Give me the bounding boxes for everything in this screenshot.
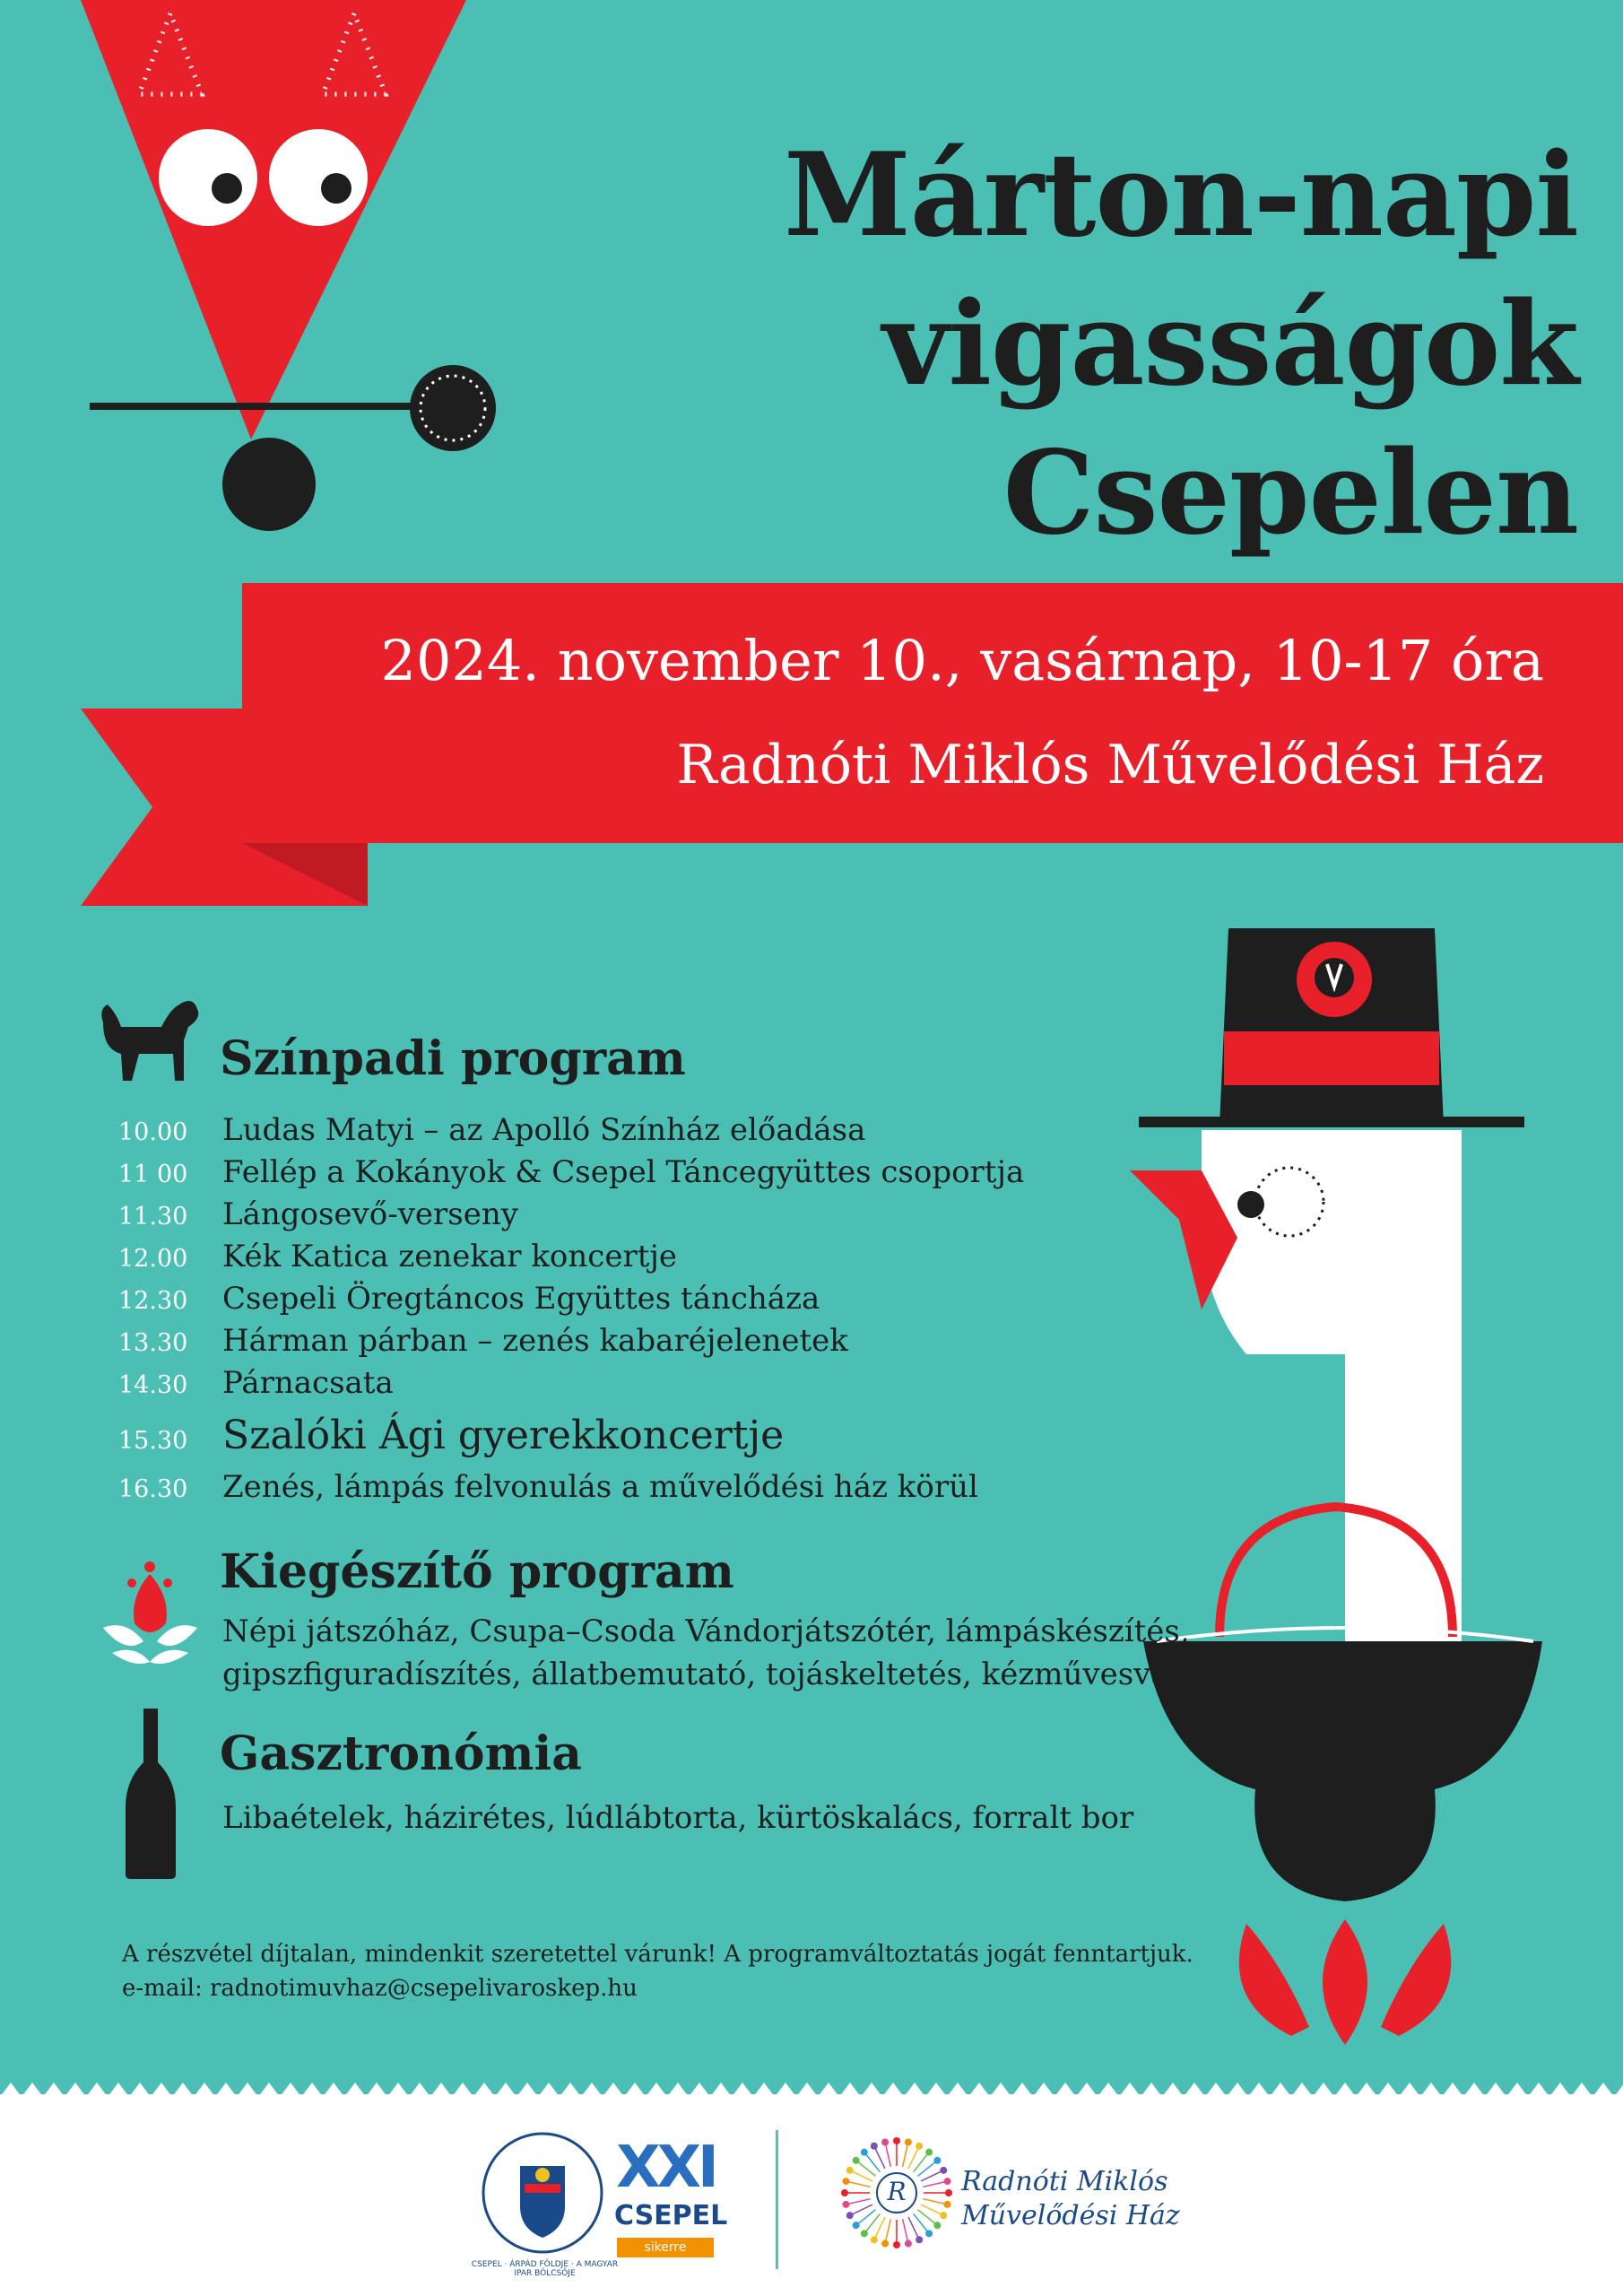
footer-logo-bar xyxy=(0,2094,1623,2296)
logo-dot xyxy=(841,2189,848,2196)
logo-dot xyxy=(944,2178,951,2185)
title-line-3: Csepelen xyxy=(1002,426,1578,561)
extra-program-text-1: Népi játszóház, Csupa–Csoda Vándorjátszótér, lámpáskészítés, xyxy=(222,1613,1190,1649)
logo-ray xyxy=(850,2205,872,2215)
logo-dot xyxy=(905,2240,912,2248)
wine-bottle-icon xyxy=(124,1709,178,1879)
logo-dot xyxy=(933,2157,941,2164)
xxi-logo-mark: XXI xyxy=(616,2135,716,2201)
logo-ray xyxy=(846,2199,870,2205)
fox-illustration xyxy=(0,0,502,538)
row-desc: Szalóki Ági gyerekkoncertje xyxy=(222,1413,785,1458)
logo-dot xyxy=(871,2143,878,2150)
extra-program-text-2: gipszfiguradíszítés, állatbemutató, tojáskeltetés, kézművesvásár xyxy=(222,1657,1218,1692)
logo-dot xyxy=(925,2230,933,2237)
logo-ray xyxy=(921,2205,943,2215)
logo-ray xyxy=(908,2146,919,2169)
stage-row-6 xyxy=(118,1323,848,1365)
poster-title xyxy=(538,121,1578,568)
stage-row-4 xyxy=(118,1239,677,1281)
radnoti-logo-line-1: Radnóti Miklós xyxy=(961,2166,1168,2197)
row-desc: Ludas Matyi – az Apolló Színház előadása xyxy=(222,1112,866,1148)
logo-ray xyxy=(874,2217,885,2239)
logo-ray xyxy=(885,2219,890,2243)
logo-divider xyxy=(776,2130,778,2269)
logo-dot xyxy=(933,2222,941,2229)
footnote-email: e-mail: radnotimuvhaz@csepelivaroskep.hu xyxy=(122,1975,638,2002)
stage-program-heading: Színpadi program xyxy=(220,1031,686,1086)
row-desc: Zenés, lámpás felvonulás a művelődési ház körül xyxy=(222,1469,978,1505)
stage-row-3 xyxy=(118,1196,518,1239)
csepel-seal-text: CSEPEL · ÁRPÁD FÖLDJE · A MAGYAR IPAR BÖLCSŐJE xyxy=(471,2260,619,2278)
row-time: 11.30 xyxy=(118,1203,188,1231)
logo-ray xyxy=(874,2146,885,2169)
stage-row-9 xyxy=(118,1469,978,1511)
extra-program-heading: Kiegészítő program xyxy=(220,1544,734,1599)
row-desc: Kék Katica zenekar koncertje xyxy=(222,1239,678,1274)
logo-ray xyxy=(908,2217,919,2239)
logo-dot xyxy=(945,2189,952,2196)
goose-illustration xyxy=(1130,924,1560,2081)
logo-ray xyxy=(923,2181,947,2187)
logo-dot xyxy=(861,2230,868,2237)
stage-row-5 xyxy=(118,1281,820,1323)
row-time: 12.30 xyxy=(118,1287,188,1315)
stage-row-8 xyxy=(118,1413,785,1458)
radnoti-logo-line-2: Művelődési Ház xyxy=(961,2200,1180,2231)
logo-dot xyxy=(944,2201,951,2208)
tulip-icon xyxy=(94,1556,206,1668)
logo-ray xyxy=(850,2170,872,2181)
stage-row-7 xyxy=(118,1365,394,1407)
title-line-1: Márton-napi xyxy=(784,128,1578,263)
logo-dot xyxy=(846,2212,854,2219)
logo-dot xyxy=(925,2149,933,2156)
row-desc: Hárman párban – zenés kabaréjelenetek xyxy=(222,1323,848,1359)
logo-dot xyxy=(940,2167,947,2174)
row-time: 12.00 xyxy=(118,1245,188,1273)
logo-dot xyxy=(871,2236,878,2243)
stage-row-1 xyxy=(118,1112,865,1154)
event-venue: Radnóti Miklós Művelődési Ház xyxy=(676,734,1544,796)
footnote-participation: A részvétel díjtalan, mindenkit szeretettel várunk! A programváltoztatás jogát fenntartjuk. xyxy=(122,1941,1193,1968)
stage-row-2 xyxy=(118,1154,1024,1196)
row-time: 11 00 xyxy=(118,1161,188,1188)
logo-dot xyxy=(853,2222,860,2229)
title-line-2: vigasságok xyxy=(881,277,1578,412)
logo-dot xyxy=(842,2201,849,2208)
logo-dot xyxy=(881,2138,889,2145)
logo-dot xyxy=(861,2149,868,2156)
logo-dot xyxy=(916,2236,923,2243)
xxi-logo-tagline: sikerre hangolva xyxy=(617,2238,714,2257)
logo-dot xyxy=(881,2240,889,2248)
dog-icon xyxy=(94,987,202,1085)
row-time: 16.30 xyxy=(118,1475,188,1503)
row-desc: Csepeli Öregtáncos Együttes táncháza xyxy=(222,1281,820,1317)
logo-ray xyxy=(903,2219,908,2243)
event-date: 2024. november 10., vasárnap, 10-17 óra xyxy=(380,628,1544,693)
logo-ray xyxy=(923,2199,947,2205)
logo-dot xyxy=(842,2178,849,2185)
radnoti-logo-letter: R xyxy=(887,2177,907,2206)
logo-ray xyxy=(903,2142,908,2166)
logo-ray xyxy=(921,2170,943,2181)
xxi-logo-name: CSEPEL xyxy=(614,2200,728,2231)
footnote xyxy=(122,1937,1193,2005)
row-time: 15.30 xyxy=(118,1427,188,1455)
row-time: 10.00 xyxy=(118,1118,188,1146)
row-desc: Lángosevő-verseny xyxy=(222,1196,518,1232)
logo-dot xyxy=(893,2241,900,2248)
logo-dot xyxy=(853,2157,860,2164)
row-desc: Fellép a Kokányok & Csepel Táncegyüttes csoportja xyxy=(222,1154,1025,1190)
row-time: 13.30 xyxy=(118,1329,188,1357)
logo-ray xyxy=(846,2181,870,2187)
gastronomy-heading: Gasztronómia xyxy=(220,1726,582,1781)
logo-dot xyxy=(905,2138,912,2145)
csepel-seal-logo xyxy=(480,2130,605,2256)
row-desc: Párnacsata xyxy=(222,1365,394,1401)
logo-dot xyxy=(916,2143,923,2150)
logo-dot xyxy=(893,2137,900,2144)
logo-dot xyxy=(940,2212,947,2219)
logo-dot xyxy=(846,2167,854,2174)
logo-ray xyxy=(885,2142,890,2166)
row-time: 14.30 xyxy=(118,1371,188,1399)
gastronomy-text: Libaételek, házirétes, lúdlábtorta, kürtöskalács, forralt bor xyxy=(222,1800,1134,1836)
